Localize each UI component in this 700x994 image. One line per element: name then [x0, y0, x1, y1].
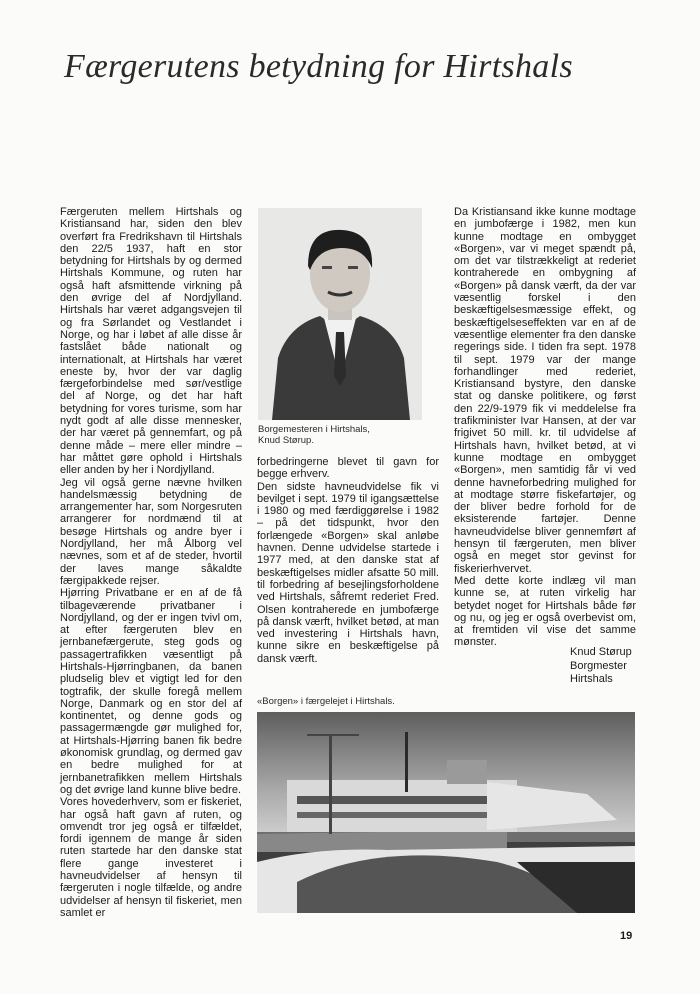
paragraph: Færgeruten mellem Hirtshals og Kristiansand har, siden den blev overført fra Fredrikshavn til Hirtshals den 22/5 1937, haft en stor betydning for Hirtshals by og dermed Hirtshals Kommune, og ruten har også haft afsmittende virkning på den øvrige del af Nordjylland. Hirtshals har været adgangsvejen til og fra Sørlandet og Vestlandet i Norge, og har i løbet af alle disse år fastslået både nationalt og internationalt, at Hirtshals har været eneste by, hvor der var daglig færgeforbindelse med sør/vestlige del af Norge, og det har haft betydning for vores turisme, som har nydt godt af alle disse mennesker, der har været på gennemfart, og på denne måde – mere eller mindre – har måttet gøre ophold i Hirtshals eller anden by her i Nordjylland.: [60, 206, 242, 477]
signature-name: Knud Størup: [570, 646, 632, 658]
caption-line: Borgemesteren i Hirtshals,: [258, 424, 370, 435]
article-column-1: [60, 206, 242, 919]
signature-title: Borgmester: [570, 659, 627, 672]
paragraph: Med dette korte indlæg vil man kunne se, at ruten virkelig har betydet noget for Hirtshals både før og nu, og jeg er også overbevist om, at fremtiden vil vise det samme mønster.: [454, 574, 636, 649]
mayor-portrait-photo: [258, 208, 422, 420]
signature-place: Hirtshals: [570, 673, 613, 685]
paragraph: forbedringerne blevet til gavn for begge erhverv.: [257, 456, 439, 481]
article-column-3: [454, 206, 636, 649]
page-title: Færgerutens betydning for Hirtshals: [64, 48, 573, 85]
paragraph: Vores hovederhverv, som er fiskeriet, har også haft gavn af ruten, og omvendt tror jeg også er tilfældet, fordi igennem de mange år siden ruten startede har den danske stat flere gange investeret i havneudvidelser af hensyn til færgeruten i nogle tilfælde, og andre udvidelser af hensyn til fiskeriet, men samlet er: [60, 796, 242, 919]
portrait-caption: [258, 424, 438, 446]
paragraph: Hjørring Privatbane er en af de få tilbageværende privatbaner i Nordjylland, og der er ingen tvivl om, at efter færgeruten blev en jernbanefærgerute, steg gods og passagertrafikken væsentligt på Hirtshals-Hjørringbanen, da banen pludselig blev et vigtigt led for den togtrafik, der skulle foregå mellem Norge, Danmark og en stor del af kontinentet, og denne gods og passagermængde gør mulighed for, at Hirtshals-Hjørring banen fik bedre økonomisk grundlag, og dermed gav en bedre mulighed for at jernbanetrafikken mellem Hirtshals og det øvrige land kunne blive bedre.: [60, 587, 242, 796]
signature-block: [570, 646, 632, 687]
ferry-harbour-photo: [257, 712, 635, 913]
photo-caption: «Borgen» i færgelejet i Hirtshals.: [257, 696, 395, 707]
paragraph: Jeg vil også gerne nævne hvilken handelsmæssig betydning de arrangementer har, som Norgesruten arrangerer for nordmænd til at besøge Hirtshals og andre byer i Nordjylland, her må Ålborg vel nævnes, som et af de steder, hvortil der laves mange såkaldte færgipakkede rejser.: [60, 476, 242, 587]
article-column-2: [257, 456, 439, 665]
paragraph: Den sidste havneudvidelse fik vi bevilget i sept. 1979 til igangsættelse i 1980 og med færdiggørelse i 1982 – på det tidspunkt, hvor den forlængede «Borgen» skal anløbe havnen. Denne udvidelse startede i 1977 med, at den danske stat af beskæftigelses midler afsatte 50 mill. til forbedring af besejlingsforholdene ved Hirtshals, såfremt rederiet Fred. Olsen kontraherede en jumbofærge på dansk værft, hvilket betød, at man ved investering i Hirtshals havn, kunne sikre en beskæftigelse på dansk værft.: [257, 480, 439, 665]
page-number: 19: [620, 930, 633, 942]
paragraph: Da Kristiansand ikke kunne modtage en jumbofærge i 1982, men kun kunne modtage en ombygget «Borgen», var vi meget spændt på, om det var tilstrækkeligt at rederiet kontraherede en ombygning af «Borgen» på dansk værft, da der var væsentlig forskel i den beskæftigelsesmæssige effekt, og beskæftigelseseffekten var en af de væsentlige elementer fra den danske regerings side. I tiden fra sept. 1978 til sept. 1979 var der mange forhandlinger med rederiet, Kristiansand bystyre, den danske stat og danske politikere, og først den 22/9-1979 fik vi meddelelse fra trafikminister Ivar Hansen, at der var frigivet 50 mill. kr. til udvidelse af Hirtshals havn, hvilket betød, at vi kunne modtage en ombygget «Borgen», men samtidig får vi ved denne havneforbedring mulighed for at modtage større fiskefartøjer, og der bliver bedre forhold for de eksisterende fartøjer. Denne havneudvidelse bliver gennemført af hensyn til færgeruten, men bliver også en meget stor gevinst for fiskerierhvervet.: [454, 206, 636, 575]
caption-line: Knud Størup.: [258, 435, 314, 446]
